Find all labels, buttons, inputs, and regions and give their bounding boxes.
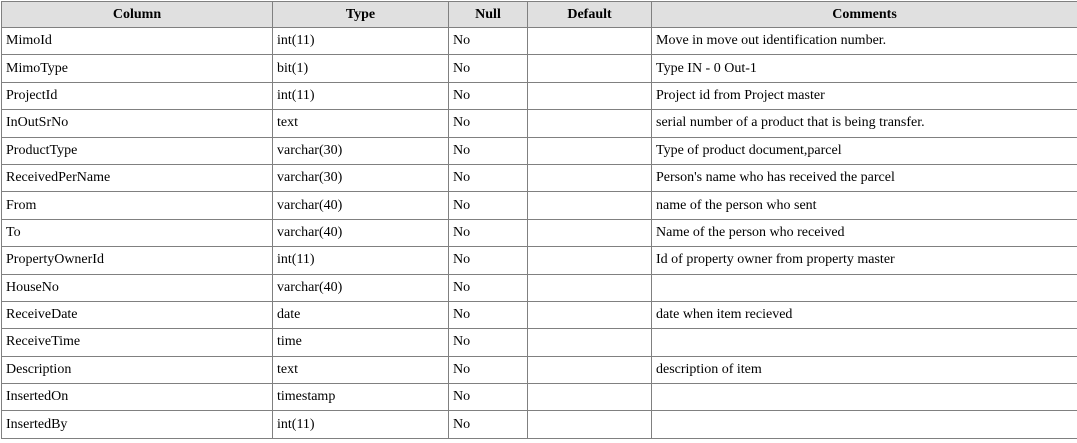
- cell-type: time: [273, 329, 449, 356]
- cell-null: No: [449, 82, 528, 109]
- cell-comments: date when item recieved: [652, 301, 1077, 328]
- cell-comments: description of item: [652, 356, 1077, 383]
- header-column: Column: [2, 2, 273, 28]
- cell-column: MimoType: [2, 55, 273, 82]
- cell-null: No: [449, 137, 528, 164]
- table-body: [2, 28, 1077, 439]
- table-row: [2, 329, 1077, 356]
- cell-default: [528, 301, 652, 328]
- cell-column: InOutSrNo: [2, 110, 273, 137]
- cell-type: bit(1): [273, 55, 449, 82]
- table-row: [2, 55, 1077, 82]
- header-default: Default: [528, 2, 652, 28]
- cell-default: [528, 28, 652, 55]
- cell-type: text: [273, 356, 449, 383]
- cell-type: text: [273, 110, 449, 137]
- cell-null: No: [449, 164, 528, 191]
- cell-default: [528, 82, 652, 109]
- cell-comments: Project id from Project master: [652, 82, 1077, 109]
- cell-comments: Id of property owner from property master: [652, 247, 1077, 274]
- cell-column: HouseNo: [2, 274, 273, 301]
- cell-null: No: [449, 329, 528, 356]
- cell-comments: Type IN - 0 Out-1: [652, 55, 1077, 82]
- table-row: [2, 219, 1077, 246]
- cell-column: ReceivedPerName: [2, 164, 273, 191]
- cell-comments: [652, 384, 1077, 411]
- cell-null: No: [449, 411, 528, 438]
- cell-default: [528, 384, 652, 411]
- cell-type: int(11): [273, 28, 449, 55]
- cell-default: [528, 247, 652, 274]
- cell-comments: name of the person who sent: [652, 192, 1077, 219]
- table-row: [2, 28, 1077, 55]
- cell-type: int(11): [273, 82, 449, 109]
- cell-comments: Person's name who has received the parcel: [652, 164, 1077, 191]
- cell-column: InsertedOn: [2, 384, 273, 411]
- cell-comments: [652, 329, 1077, 356]
- cell-type: timestamp: [273, 384, 449, 411]
- cell-column: MimoId: [2, 28, 273, 55]
- cell-type: int(11): [273, 411, 449, 438]
- cell-default: [528, 356, 652, 383]
- cell-default: [528, 219, 652, 246]
- cell-null: No: [449, 274, 528, 301]
- cell-column: To: [2, 219, 273, 246]
- cell-column: ProductType: [2, 137, 273, 164]
- cell-type: varchar(40): [273, 219, 449, 246]
- cell-null: No: [449, 28, 528, 55]
- cell-type: varchar(40): [273, 274, 449, 301]
- cell-type: int(11): [273, 247, 449, 274]
- table-row: [2, 82, 1077, 109]
- cell-comments: Move in move out identification number.: [652, 28, 1077, 55]
- cell-comments: serial number of a product that is being transfer.: [652, 110, 1077, 137]
- cell-column: PropertyOwnerId: [2, 247, 273, 274]
- table-row: [2, 274, 1077, 301]
- cell-type: varchar(40): [273, 192, 449, 219]
- cell-null: No: [449, 55, 528, 82]
- cell-column: ReceiveDate: [2, 301, 273, 328]
- table-row: [2, 384, 1077, 411]
- header-comments: Comments: [652, 2, 1077, 28]
- table-row: [2, 192, 1077, 219]
- cell-null: No: [449, 192, 528, 219]
- cell-null: No: [449, 110, 528, 137]
- schema-table: [1, 1, 1077, 439]
- table-row: [2, 164, 1077, 191]
- cell-comments: [652, 411, 1077, 438]
- cell-default: [528, 164, 652, 191]
- cell-null: No: [449, 219, 528, 246]
- cell-default: [528, 192, 652, 219]
- cell-default: [528, 110, 652, 137]
- cell-default: [528, 137, 652, 164]
- header-null: Null: [449, 2, 528, 28]
- cell-default: [528, 329, 652, 356]
- cell-comments: [652, 274, 1077, 301]
- cell-column: ProjectId: [2, 82, 273, 109]
- cell-comments: Type of product document,parcel: [652, 137, 1077, 164]
- cell-column: ReceiveTime: [2, 329, 273, 356]
- cell-comments: Name of the person who received: [652, 219, 1077, 246]
- cell-column: InsertedBy: [2, 411, 273, 438]
- table-row: [2, 137, 1077, 164]
- cell-type: varchar(30): [273, 137, 449, 164]
- cell-column: Description: [2, 356, 273, 383]
- header-row: [2, 2, 1077, 28]
- cell-type: date: [273, 301, 449, 328]
- cell-default: [528, 55, 652, 82]
- table-row: [2, 247, 1077, 274]
- cell-type: varchar(30): [273, 164, 449, 191]
- cell-null: No: [449, 356, 528, 383]
- cell-null: No: [449, 384, 528, 411]
- cell-default: [528, 274, 652, 301]
- header-type: Type: [273, 2, 449, 28]
- cell-null: No: [449, 301, 528, 328]
- table-row: [2, 110, 1077, 137]
- table-row: [2, 411, 1077, 438]
- cell-default: [528, 411, 652, 438]
- table-row: [2, 356, 1077, 383]
- cell-null: No: [449, 247, 528, 274]
- cell-column: From: [2, 192, 273, 219]
- table-row: [2, 301, 1077, 328]
